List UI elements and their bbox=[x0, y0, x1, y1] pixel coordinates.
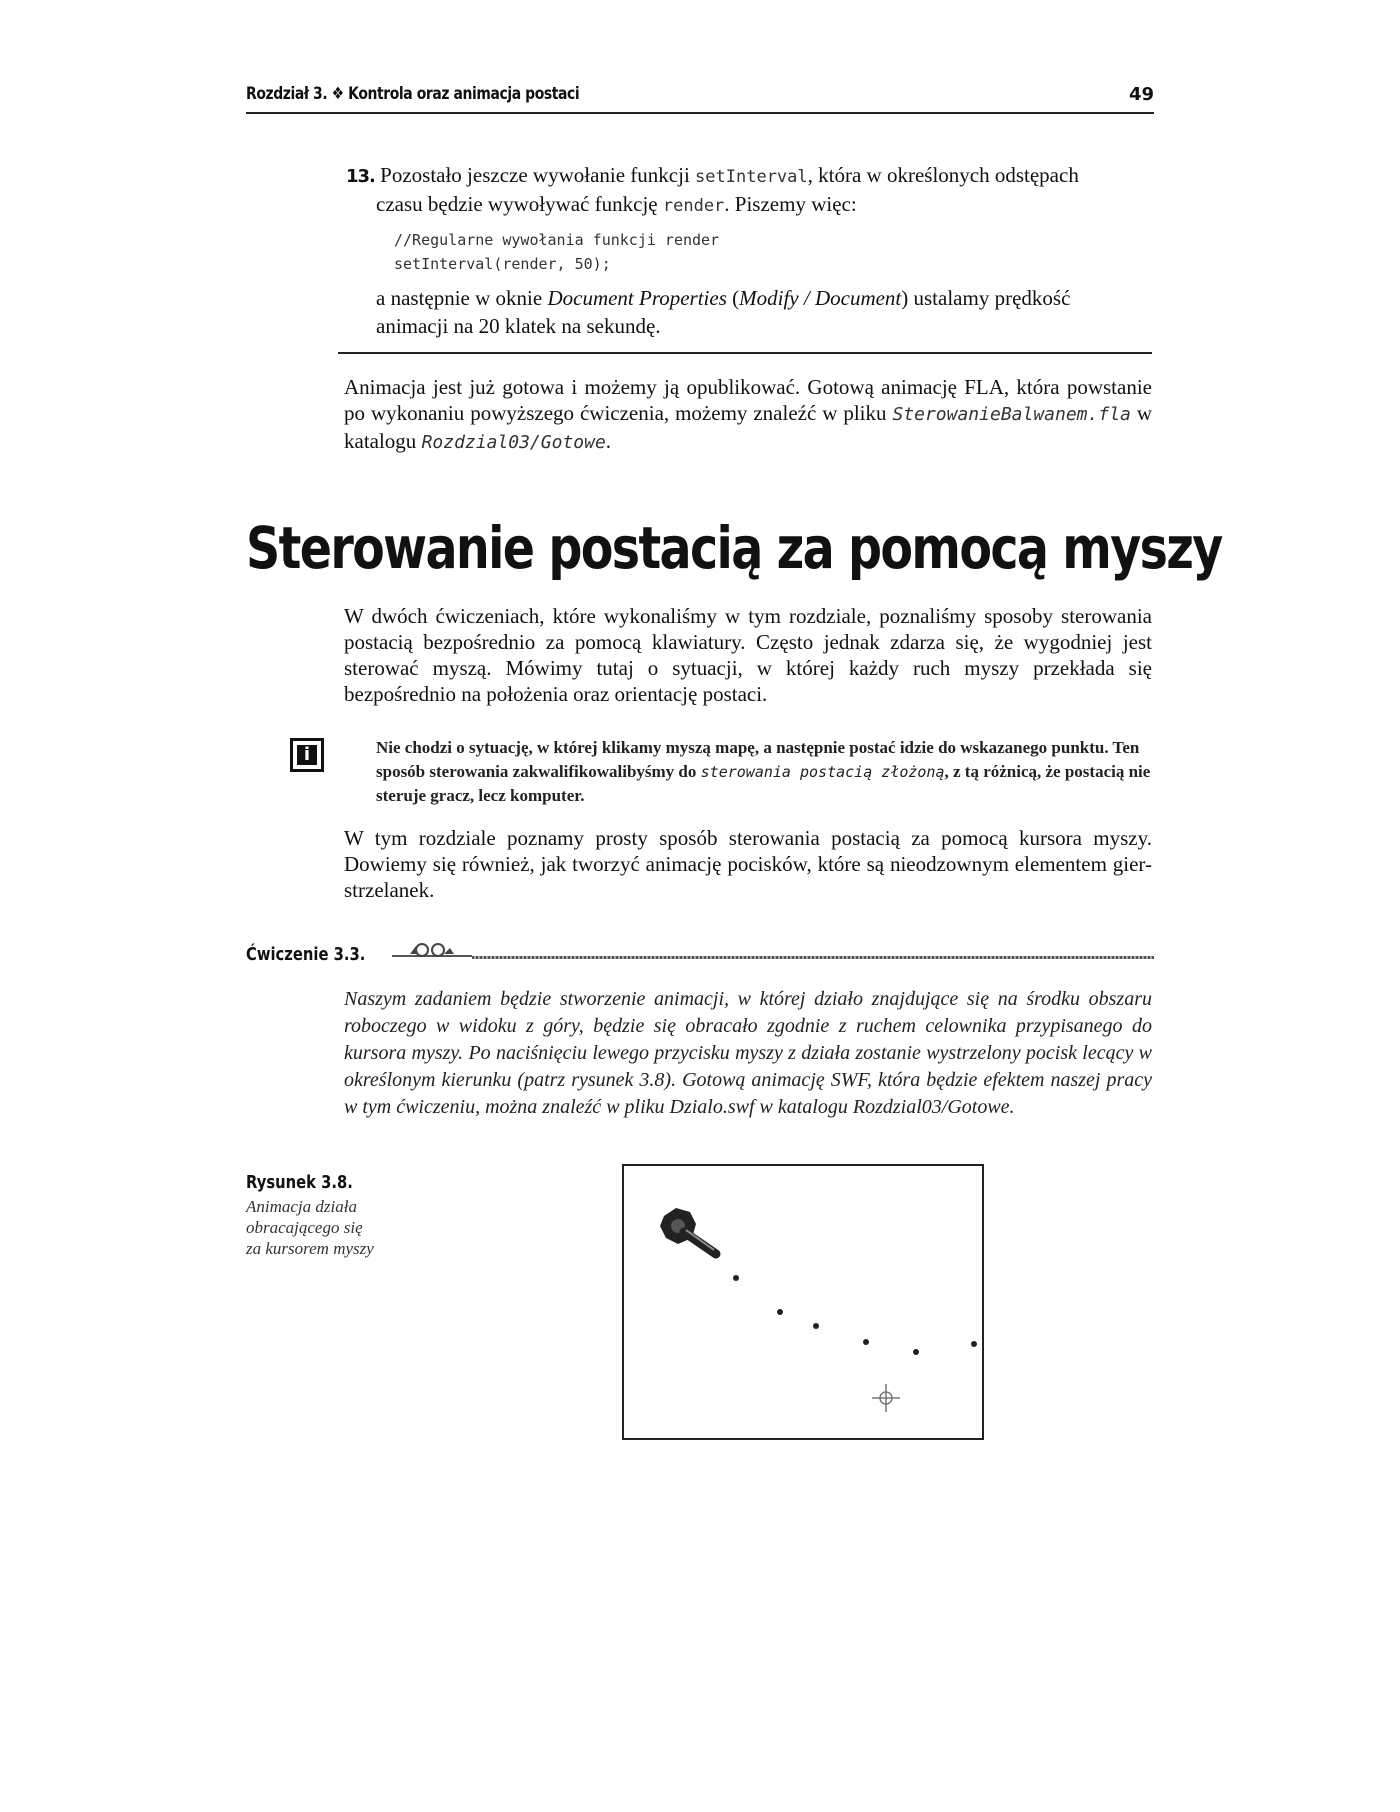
running-header bbox=[246, 84, 1154, 114]
code-line: //Regularne wywołania funkcji render bbox=[394, 231, 720, 249]
step-text: ( bbox=[726, 286, 740, 310]
step-text: a następnie w oknie bbox=[376, 286, 548, 310]
paragraph: W tym rozdziale poznamy prosty sposób sterowania postacią za pomocą kursora myszy. Dowiemy się również, jak tworzyć animację pocisków, które są nieodzownym elementem gier-strzelanek. bbox=[344, 826, 1152, 902]
figure-caption: Animacja działa obracającego się za kursorem myszy bbox=[246, 1197, 374, 1258]
bullet-icon bbox=[777, 1309, 783, 1315]
cannon-barrel-icon bbox=[684, 1232, 716, 1254]
step-number: 13. bbox=[346, 166, 375, 187]
info-icon: i bbox=[290, 738, 324, 772]
file-name: SterowanieBalwanem.fla bbox=[892, 404, 1131, 425]
note-term: sterowania postacią złożoną bbox=[700, 763, 945, 781]
divider bbox=[338, 352, 1152, 354]
paragraph-text: w katalogu bbox=[344, 401, 1152, 453]
paragraph-text: Animacja jest już gotowa i możemy ją opublikować. Gotową animację FLA, która powstanie po wykonaniu powyższego ćwiczenia, możemy znaleźć w pliku bbox=[344, 375, 1152, 425]
menu-name: Document Properties bbox=[547, 286, 727, 310]
step-text: czasu będzie wywoływać funkcję bbox=[376, 192, 663, 216]
exercise-rule bbox=[472, 956, 1154, 959]
bullet-icon bbox=[863, 1339, 869, 1345]
inline-code: setInterval bbox=[695, 167, 808, 187]
figure-image bbox=[622, 1164, 984, 1440]
paragraph: W dwóch ćwiczeniach, które wykonaliśmy w tym rozdziale, poznaliśmy sposoby sterowania postacią bezpośrednio za pomocą klawiatury. Często jednak zdarza się, że wygodniej jest sterować myszą. Mówimy tutaj o sytuacji, w której każdy ruch myszy przekłada się bezpośrednio na położenia oraz orientację postaci. bbox=[344, 604, 1152, 706]
step-13 bbox=[346, 162, 1136, 220]
directory-name: Rozdzial03/Gotowe bbox=[421, 432, 606, 453]
bullet-icon bbox=[971, 1341, 977, 1347]
paragraph bbox=[344, 374, 1152, 456]
step-text: Pozostało jeszcze wywołanie funkcji bbox=[380, 163, 696, 187]
step-text: ) ustalamy prędkość bbox=[901, 286, 1071, 310]
bullet-icon bbox=[733, 1275, 739, 1281]
bullet-icon bbox=[813, 1323, 819, 1329]
figure-label: Rysunek 3.8. bbox=[246, 1172, 353, 1193]
exercise-ornament-icon bbox=[392, 940, 472, 960]
code-line: setInterval(render, 50); bbox=[394, 255, 611, 273]
bullets bbox=[733, 1275, 977, 1355]
crosshair-icon bbox=[872, 1384, 900, 1412]
chapter-title: Rozdział 3. ❖ Kontrola oraz animacja postaci bbox=[246, 84, 580, 104]
paragraph-text: . bbox=[605, 429, 612, 453]
note bbox=[376, 736, 1152, 808]
cannon-animation-illustration bbox=[624, 1166, 982, 1438]
exercise-text: Naszym zadaniem będzie stworzenie animacji, w której działo znajdujące się na środku obszaru roboczego w widoku z góry, będzie się obracało zgodnie z ruchem celownika przypisanego do kursora myszy. Po naciśnięciu lewego przycisku myszy z działa zostanie wystrzelony pocisk lecący w określonym kierunku (patrz rysunek 3.8). Gotową animację SWF, która będzie efektem naszej pracy w tym ćwiczeniu, można znaleźć w pliku Dzialo.swf w katalogu Rozdzial03/Gotowe. bbox=[344, 988, 1152, 1118]
menu-path: Modify / Document bbox=[739, 286, 902, 310]
step-text: , która w określonych odstępach bbox=[807, 163, 1079, 187]
step-text: . Piszemy więc: bbox=[724, 192, 857, 216]
inline-code: render bbox=[662, 196, 725, 216]
note-text: , z tą różnicą, że postacią nie steruje gracz, lecz komputer. bbox=[376, 762, 1151, 805]
exercise-label: Ćwiczenie 3.3. bbox=[246, 944, 366, 965]
page-number: 49 bbox=[1128, 84, 1154, 105]
step-text: animacji na 20 klatek na sekundę. bbox=[376, 314, 661, 338]
code-block bbox=[394, 228, 719, 276]
section-heading: Sterowanie postacią za pomocą myszy bbox=[246, 514, 1222, 582]
step-13-continuation bbox=[376, 284, 1136, 340]
bullet-icon bbox=[913, 1349, 919, 1355]
note-text: Nie chodzi o sytuację, w której klikamy myszą mapę, a następnie postać idzie do wskazanego punktu. Ten sposób sterowania zakwalifikowalibyśmy do bbox=[376, 738, 1140, 781]
